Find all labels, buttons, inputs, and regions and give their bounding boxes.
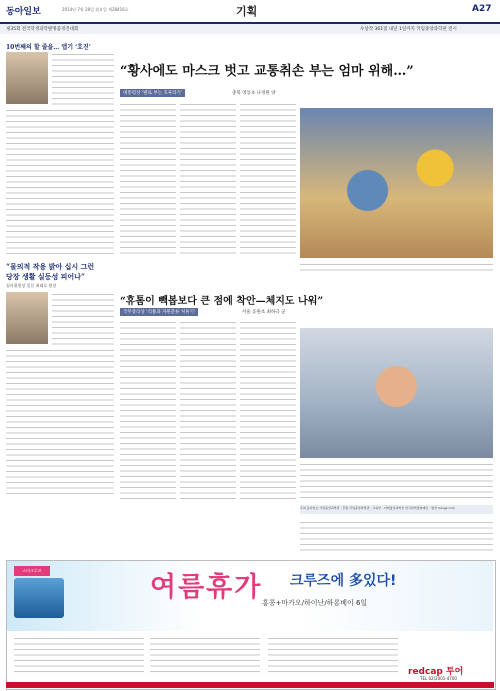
body-text	[300, 520, 493, 554]
main-headline: “황사에도 마스크 벗고 교통취손 부는 엄마 위해…”	[120, 64, 414, 79]
body-text	[180, 320, 236, 500]
body-text	[180, 102, 236, 258]
photo-caption	[300, 262, 493, 274]
section-title: 기획	[236, 5, 258, 18]
award-tag-2: 국무총리상 ‘리튬과 자원분류 처류기’	[120, 308, 198, 316]
second-headline: “휴톰이 빽봅보다 큰 점에 착안—체지도 나워”	[120, 296, 324, 307]
cruise-ship-photo	[14, 578, 64, 618]
ad-route: 홍콩+마카오/하이난/하롱베이 6일	[262, 599, 368, 607]
body-text	[52, 292, 114, 348]
main-photo	[300, 108, 493, 258]
sponsor-text: 주최 동아일보 국립중앙과학관 · 후원 국립중앙과학관 · 교육부 · 미래창조과학부 한국과학창의재단 · 협찬 donga.com	[300, 506, 455, 510]
award-tag: 대통령상 ‘발로 부는 호루라기’	[120, 89, 185, 97]
body-text	[52, 52, 114, 108]
body-text	[240, 320, 296, 500]
body-text	[6, 348, 114, 498]
second-photo	[300, 328, 493, 458]
body-text	[6, 108, 114, 256]
portrait-photo	[6, 292, 48, 344]
ad-text	[14, 636, 144, 676]
body-text	[300, 462, 493, 500]
ad-brand: redcap 투어	[408, 667, 464, 677]
body-text	[240, 102, 296, 258]
ad-phone: TEL 02)2001-4700	[420, 676, 457, 681]
event-name: 제35회 전국학생과학발명품경진대회	[6, 27, 79, 32]
ad-stamp: 스타크루즈	[14, 566, 50, 576]
ad-title: 여름휴가	[150, 572, 263, 603]
left-column-title-2: “물의적 작용 밝아 십시 그런	[6, 262, 95, 271]
ad-footer-bar	[6, 682, 494, 688]
left-column-title: 10번째의 할 줄을… 앱기 ‘호진’	[6, 44, 91, 51]
ad-subtitle: 크루즈에 多있다!	[290, 573, 397, 589]
body-text	[120, 102, 176, 258]
winner-tag-2: 서울 동원초 최하극 군	[242, 310, 286, 315]
ad-text	[150, 636, 260, 676]
winner-tag: 충북 영동초 나경원 양	[232, 91, 276, 96]
ad-text	[268, 636, 398, 676]
event-detail: 수상작 361점 내달 1일까지 국립중앙과학관 전시	[360, 27, 457, 32]
issue-date: 2014년 7월 28일 월요일 제28416호	[62, 7, 129, 12]
page-number: A27	[472, 4, 492, 14]
newspaper-logo: 동아일보	[6, 7, 41, 17]
left-column-kicker: 심사위원장 일문 최태호 원장	[6, 283, 57, 288]
left-column-title-2b: 당장 생활 실등성 피어나”	[6, 272, 85, 281]
body-text	[120, 320, 176, 500]
portrait-photo	[6, 52, 48, 104]
